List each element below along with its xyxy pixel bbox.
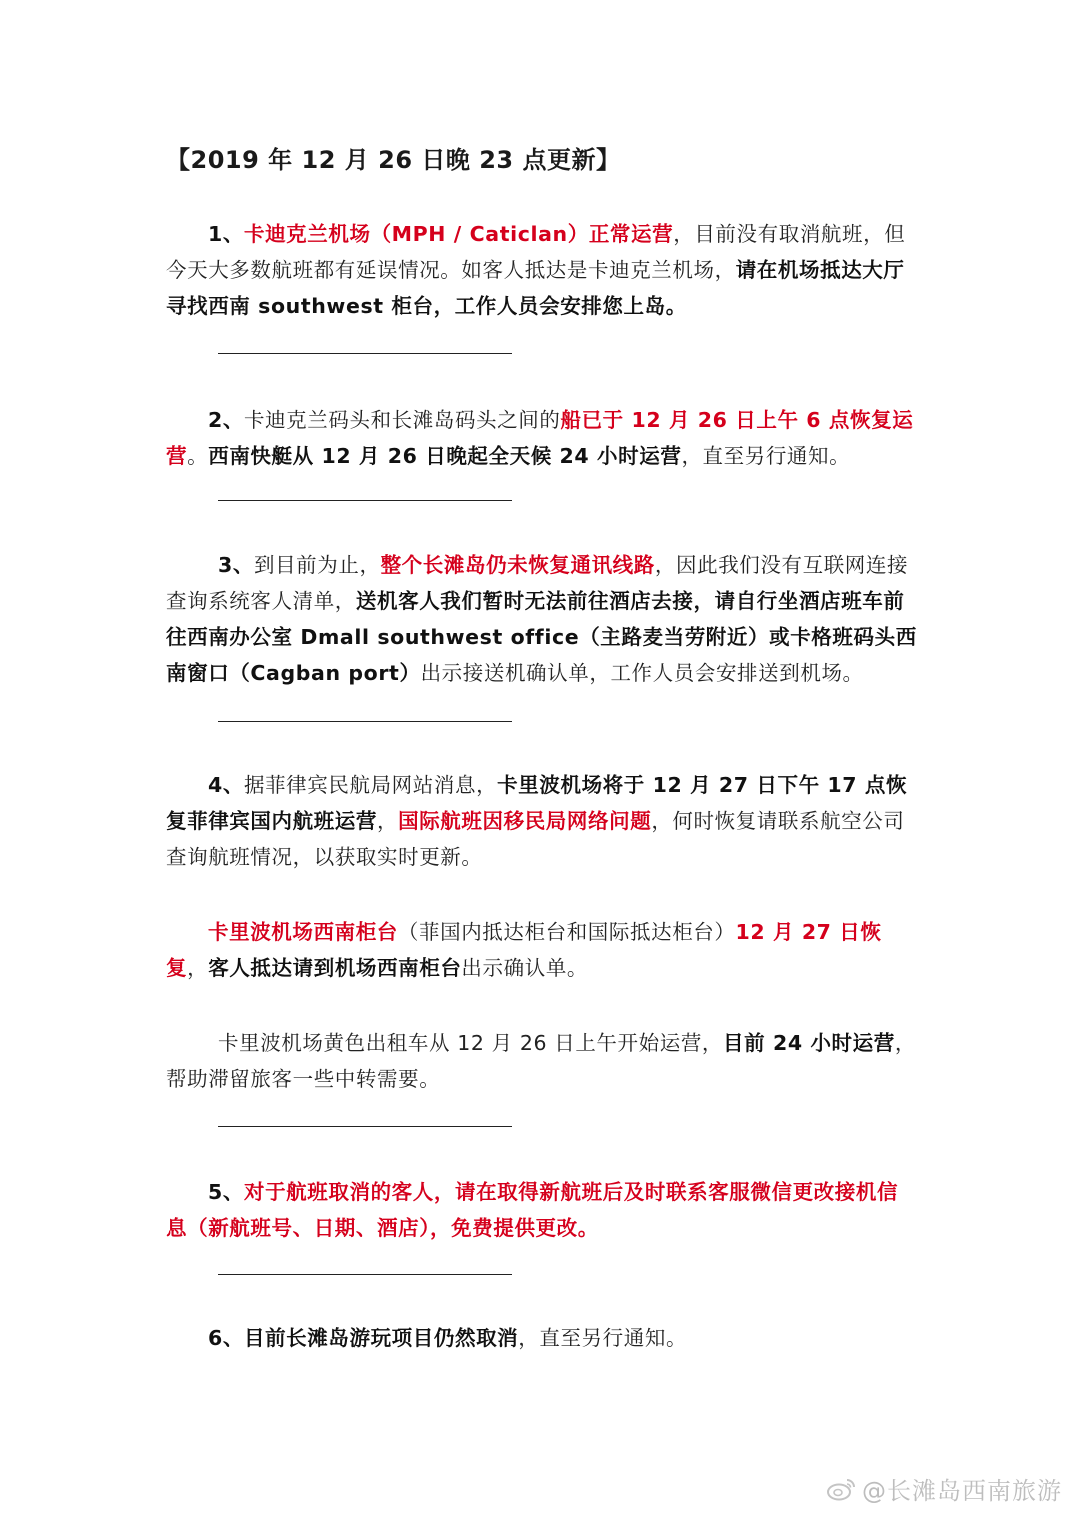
notice-item-5 — [166, 1174, 918, 1246]
watermark-text: @长滩岛西南旅游 — [862, 1477, 1062, 1505]
body-text: 出示接送机确认单，工作人员会安排送到机场。 — [420, 661, 864, 685]
item-number: 3、 — [218, 553, 254, 577]
item-number: 6、 — [208, 1326, 244, 1350]
notice-item-1 — [166, 216, 918, 324]
body-text: 。 — [187, 444, 209, 468]
bold-text: 目前长滩岛游玩项目仍然取消 — [243, 1326, 519, 1350]
bold-text: 送机客人我们暂时无法前往酒店去接，请自行坐酒店班车前往西南办公室 Dmall southwest office（主路麦当劳附近）或卡格班码头西南窗口（Cagban port） — [166, 589, 917, 685]
notice-item-4-taxi — [166, 1025, 918, 1097]
highlight-text: 船已于 12 月 26 日上午 6 点恢复运营 — [166, 408, 914, 468]
body-text: ，直至另行通知。 — [681, 444, 851, 468]
item-number: 1、 — [208, 222, 244, 246]
section-divider — [218, 721, 512, 722]
notice-item-2 — [166, 402, 918, 474]
weibo-icon — [826, 1477, 856, 1501]
bold-text: 卡里波机场将于 12 月 27 日下午 17 点恢复菲律宾国内航班运营 — [166, 773, 908, 833]
section-divider — [218, 1126, 512, 1127]
highlight-text: 卡里波机场西南柜台 — [208, 920, 398, 944]
item-number: 4、 — [208, 773, 244, 797]
section-divider — [218, 1274, 512, 1275]
notice-item-4-counter — [166, 914, 918, 986]
body-text: 据菲律宾民航局网站消息， — [243, 773, 498, 797]
body-text: ， — [377, 809, 399, 833]
body-text: 出示确认单。 — [461, 956, 589, 980]
notice-item-6 — [166, 1320, 918, 1356]
highlight-text: 对于航班取消的客人，请在取得新航班后及时联系客服微信更改接机信息（新航班号、日期、酒店），免费提供更改。 — [166, 1180, 899, 1240]
body-text: ，帮助滞留旅客一些中转需要。 — [166, 1031, 916, 1091]
bold-text: 客人抵达请到机场西南柜台 — [208, 956, 462, 980]
bold-text: 请在机场抵达大厅寻找西南 southwest 柜台，工作人员会安排您上岛。 — [166, 258, 905, 318]
body-text: ， — [187, 956, 209, 980]
body-text: （菲国内抵达柜台和国际抵达柜台） — [397, 920, 736, 944]
body-text: ，目前没有取消航班，但今天大多数航班都有延误情况。如客人抵达是卡迪克兰机场， — [166, 222, 906, 282]
bold-text: 目前 24 小时运营 — [723, 1031, 895, 1055]
body-text: ，因此我们没有互联网连接查询系统客人清单， — [166, 553, 909, 613]
item-number: 5、 — [208, 1180, 244, 1204]
body-text: 卡迪克兰码头和长滩岛码头之间的 — [243, 408, 561, 432]
highlight-text: 国际航班因移民局网络问题 — [398, 809, 652, 833]
body-text: 到目前为止， — [253, 553, 381, 577]
highlight-text: 12 月 27 日恢复 — [166, 920, 882, 980]
body-text: 卡里波机场黄色出租车从 12 月 26 日上午开始运营， — [218, 1031, 724, 1055]
section-divider — [218, 500, 512, 501]
body-text: ，直至另行通知。 — [518, 1326, 688, 1350]
bold-text: 西南快艇从 12 月 26 日晚起全天候 24 小时运营 — [208, 444, 682, 468]
section-divider — [218, 353, 512, 354]
highlight-text: 卡迪克兰机场（MPH / Caticlan）正常运营 — [243, 222, 674, 246]
weibo-watermark — [826, 1471, 1062, 1506]
page-title: 【2019 年 12 月 26 日晚 23 点更新】 — [166, 146, 621, 174]
item-number: 2、 — [208, 408, 244, 432]
notice-item-4 — [166, 767, 918, 875]
highlight-text: 整个长滩岛仍未恢复通讯线路 — [380, 553, 655, 577]
notice-item-3 — [166, 547, 918, 691]
body-text: ，何时恢复请联系航空公司查询航班情况，以获取实时更新。 — [166, 809, 905, 869]
